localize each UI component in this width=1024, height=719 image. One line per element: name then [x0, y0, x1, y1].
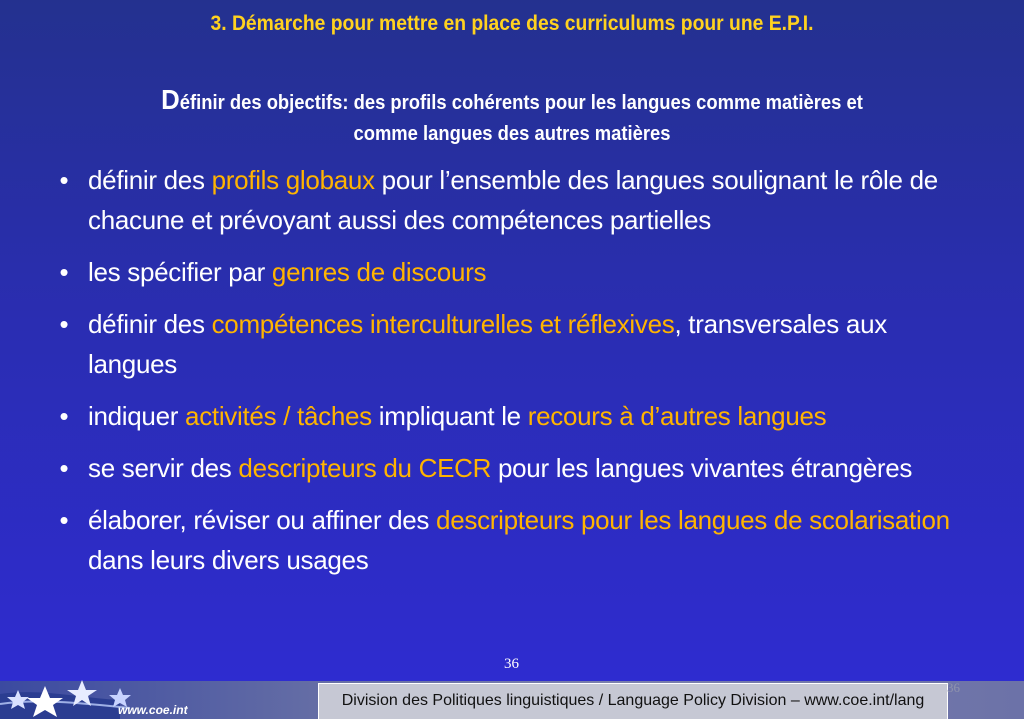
bullet-item — [54, 304, 974, 384]
bullet-item — [54, 448, 974, 488]
bullet-text — [88, 453, 912, 483]
bullet-dot-icon: • — [59, 453, 69, 483]
bullet-text — [88, 401, 826, 431]
subtitle-initial: D — [161, 84, 180, 115]
slide-title: 3. Démarche pour mettre en place des curriculums pour une E.P.I. — [210, 12, 814, 35]
bullet-item — [54, 160, 974, 240]
bullet-item — [54, 396, 974, 436]
bullet-part: impliquant le — [371, 401, 528, 431]
bullet-dot-icon: • — [59, 309, 69, 339]
bullet-part: indiquer — [88, 401, 186, 431]
bullet-part: élaborer, réviser ou affiner des — [88, 505, 437, 535]
bullet-part: pour l’ensemble des langues soulignant le rôle de chacune et prévoyant aussi des compétences partielles — [88, 165, 938, 235]
bullet-highlight: compétences interculturelles et réflexives — [211, 309, 675, 339]
bullet-text — [88, 165, 938, 235]
bullet-highlight: profils globaux — [211, 165, 375, 195]
bullet-text — [88, 505, 950, 575]
footer-text: Division des Politiques linguistiques / Language Policy Division – www.coe.int/lang — [318, 683, 948, 719]
slide-subtitle — [133, 84, 891, 150]
bullet-dot-icon: • — [59, 165, 69, 195]
bullet-item — [54, 252, 974, 292]
bullet-highlight: activités / tâches — [185, 401, 372, 431]
bullet-part: , transversales aux langues — [88, 309, 887, 379]
bullet-text — [88, 257, 486, 287]
page-number: 36 — [504, 656, 519, 672]
logo-text: www.coe.int — [118, 703, 188, 717]
bullet-list — [54, 160, 974, 592]
bullet-part: les spécifier par — [88, 257, 272, 287]
bullet-text — [88, 309, 887, 379]
bullet-highlight: recours à d’autres langues — [527, 401, 827, 431]
bullet-highlight: genres de discours — [271, 257, 487, 287]
bullet-dot-icon: • — [59, 505, 69, 535]
subtitle-text: éfinir des objectifs: des profils cohérents pour les langues comme matières et comme langues des autres matières — [179, 92, 863, 145]
bullet-highlight: descripteurs pour les langues de scolarisation — [436, 505, 950, 535]
bullet-highlight: descripteurs du CECR — [238, 453, 492, 483]
page-number-ghost: 36 — [947, 680, 960, 695]
bullet-part: se servir des — [88, 453, 239, 483]
bullet-part: dans leurs divers usages — [88, 545, 369, 575]
bullet-dot-icon: • — [59, 401, 69, 431]
bullet-item — [54, 500, 974, 580]
bullet-part: définir des — [88, 309, 212, 339]
bullet-part: pour les langues vivantes étrangères — [491, 453, 913, 483]
council-of-europe-stars-icon — [0, 674, 230, 719]
bullet-part: définir des — [88, 165, 212, 195]
bullet-dot-icon: • — [59, 257, 69, 287]
